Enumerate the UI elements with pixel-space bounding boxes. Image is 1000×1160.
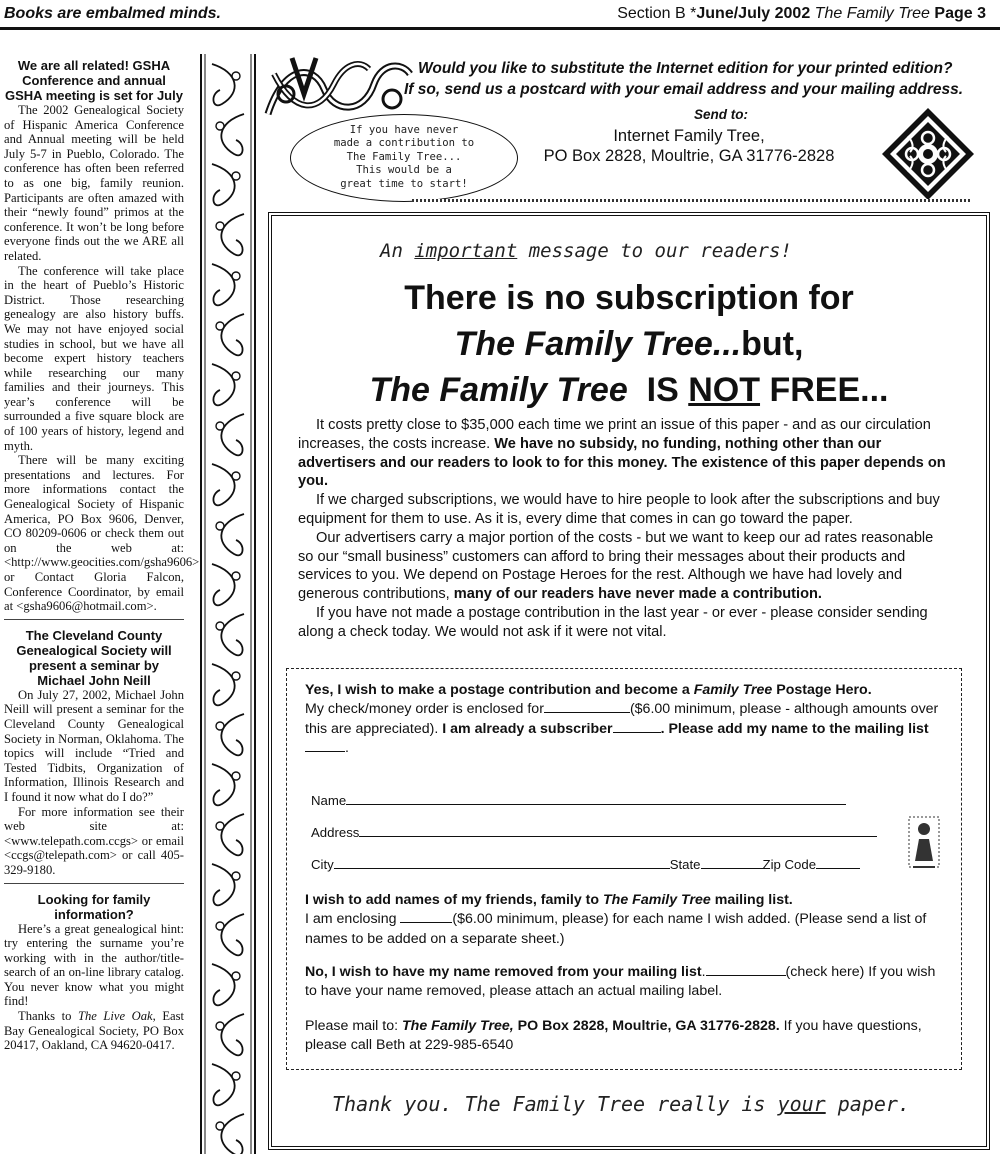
message-body (298, 416, 950, 642)
flower-bud-icon (216, 122, 224, 130)
vine-scroll-icon (221, 614, 244, 655)
flower-bud-icon (216, 1022, 224, 1030)
header-motto: Books are embalmed minds. (4, 5, 221, 22)
flower-bud-icon (216, 922, 224, 930)
flower-bud-icon (232, 772, 240, 780)
city-label: City (311, 857, 334, 872)
vine-scroll-icon (212, 764, 235, 805)
vine-scroll-icon (221, 514, 244, 555)
flower-bud-icon (232, 372, 240, 380)
mail-to-label: Please mail to: (305, 1018, 402, 1034)
vine-scroll-icon (212, 1064, 235, 1105)
flower-bud-icon (216, 522, 224, 530)
article-gsha-paragraph-2: The conference will take place in the heart of Pueblo’s Historic District. Those researching genealogy are also history buffs. We may not have enjoyed social studies in school, but we have all become expert history teachers while researching our many families and their journeys. This year’s conference will be surrounded a five square block are of 100 years of history, legend and myth. (4, 263, 184, 453)
vine-scroll-icon (221, 814, 244, 855)
mail-to-paper: The Family Tree, (402, 1018, 514, 1034)
body-paragraph-3-bold: many of our readers have never made a contribution. (453, 586, 822, 603)
headline-but: but, (741, 325, 804, 363)
vine-scroll-icon (212, 564, 235, 605)
bubble-line-5: great time to start! (340, 177, 468, 190)
bubble-line-1: If you have never (349, 124, 459, 136)
headline-line-1: There is no subscription for (404, 279, 854, 317)
flower-bud-icon (216, 222, 224, 230)
name-line[interactable] (346, 793, 846, 805)
city-state-zip-field[interactable] (311, 857, 860, 872)
add-friends-section (305, 891, 945, 949)
city-line[interactable] (334, 857, 670, 869)
handwritten-rest: message to our readers! (517, 240, 792, 262)
enclosing-blank[interactable] (400, 911, 452, 923)
vine-scroll-icon (221, 1014, 244, 1055)
vine-scroll-icon (221, 1114, 244, 1154)
article-hint-paragraph-1: Here’s a great genealogical hint: try entering the surname you’re working with in the author/title-search of an on-line library catalog. You never know what you might find! (4, 921, 184, 1009)
floral-border-ornament (198, 54, 258, 1154)
add-name-label: . Please add my name to the mailing list (660, 720, 929, 737)
article-hint-credit-lead: Thanks to (18, 1009, 78, 1024)
check-amount-label: My check/money order is enclosed for (305, 701, 544, 718)
bubble-line-4: This would be a (356, 164, 452, 177)
left-news-column (4, 58, 200, 1053)
flower-bud-icon (232, 572, 240, 580)
flower-bud-icon (216, 422, 224, 430)
address-line-1: Internet Family Tree, (613, 127, 765, 145)
header-paper-name: The Family Tree (814, 5, 930, 22)
mailing-list-period: . (345, 740, 349, 757)
vine-scroll-icon (212, 364, 235, 405)
name-field[interactable] (311, 793, 846, 808)
check-amount-note: ($6.00 minimum, please - although amounts over this are appreciated). (305, 701, 939, 737)
column-divider (4, 619, 184, 620)
vine-scroll-icon (212, 864, 235, 905)
internet-address-block (514, 126, 864, 166)
headline-line-2 (272, 324, 986, 364)
headline-not: NOT (688, 371, 761, 409)
remove-name-note: (check here) If you wish to have your name removed, please attach an actual mailing label. (305, 964, 936, 1000)
name-label: Name (311, 793, 347, 808)
header-section: Section B (617, 5, 686, 22)
thank-you-your: your (777, 1092, 826, 1116)
floral-vine-icon (198, 54, 258, 1154)
vine-scroll-icon (212, 64, 235, 105)
hatched-divider (412, 199, 972, 202)
zip-line[interactable] (816, 857, 860, 869)
postage-hero-section (305, 681, 945, 759)
column-divider (4, 883, 184, 884)
subscription-message-box (268, 212, 990, 1150)
mail-to-address: PO Box 2828, Moultrie, GA 31776-2828. (513, 1018, 780, 1034)
zip-label: Zip Code (762, 857, 817, 872)
flower-bud-icon (232, 872, 240, 880)
vine-scroll-icon (221, 414, 244, 455)
headline-free: FREE... (760, 371, 889, 409)
add-friends-paper: The Family Tree (603, 892, 711, 908)
stamp-figure-icon (901, 809, 947, 875)
vine-scroll-icon (212, 264, 235, 305)
vine-scroll-icon (221, 914, 244, 955)
header-info (617, 5, 986, 23)
article-cleveland-paragraph-2: For more information see their web site at: <www.telepath.com.ccgs> or email <ccgs@telepath.com> or call 405-329-9180. (4, 804, 184, 877)
flower-bud-icon (232, 472, 240, 480)
header-date: June/July 2002 (696, 5, 811, 22)
enclosing-note: ($6.00 minimum, please) for each name I wish added. (Please send a list of names to be added on a separate sheet.) (305, 911, 927, 947)
handwritten-important-word: important (414, 240, 518, 262)
bubble-line-2: made a contribution to (333, 137, 475, 150)
handwritten-important-message (380, 240, 792, 262)
body-paragraph-4: If you have not made a postage contribution in the last year - or ever - please consider sending along a check today. We would not ask if it were not vital. (298, 604, 928, 640)
thank-you-lead: Thank you. The Family Tree really is (332, 1092, 778, 1116)
thank-you-rest: paper. (825, 1092, 910, 1116)
address-field[interactable] (311, 825, 877, 840)
vine-scroll-icon (212, 664, 235, 705)
state-label: State (669, 857, 701, 872)
postage-hero-paper: Family Tree (693, 682, 773, 698)
headline-is: IS (646, 371, 689, 409)
add-friends-lead: I wish to add names of my friends, family to (305, 892, 603, 908)
article-gsha-paragraph-1: The 2002 Genealogical Society of Hispanic America Conference and Annual meeting will be held July 5-7 in Pueblo, Colorado. The conference has often been referred to as one big, family reunion. Participants are often amazed with their “newly found” primos at the conference. It won’t be long before everyone finds out the we ARE all related. (4, 103, 184, 263)
postage-hero-rest: Postage Hero. (772, 682, 872, 698)
article-cleveland-paragraph-1: On July 27, 2002, Michael John Neill will present a seminar for the Cleveland County Genealogical Society in Norman, Oklahoma. The topics will include “Tried and Tested Tidbits, Organization of Information, Illinois Research and I found it now what do I do?” (4, 687, 184, 804)
vine-scroll-icon (221, 314, 244, 355)
flower-bud-icon (232, 172, 240, 180)
body-paragraph-1-bold: We have no subsidy, no funding, nothing other than our advertisers and our readers to look to for this money. The existence of this paper depends on you. (298, 435, 946, 490)
body-paragraph-1 (298, 416, 950, 491)
internet-edition-notice (264, 54, 990, 202)
article-hint-heading: Looking for family information? (37, 891, 151, 922)
header-star: * (690, 5, 697, 22)
vine-scroll-icon (212, 164, 235, 205)
vine-scroll-icon (221, 214, 244, 255)
send-to-label: Send to: (694, 107, 748, 122)
article-gsha-heading: We are all related! GSHA Conference and annual GSHA meeting is set for July (5, 58, 183, 103)
remove-name-label: No, I wish to have my name removed from your mailing list (305, 964, 702, 980)
flower-bud-icon (216, 1122, 224, 1130)
mail-to-section (305, 1017, 945, 1056)
flower-bud-icon (216, 622, 224, 630)
header-rule (0, 27, 1000, 30)
bubble-line-3: The Family Tree... (346, 150, 462, 163)
subscriber-blank[interactable] (613, 721, 661, 733)
enclosing-label: I am enclosing (305, 911, 401, 928)
check-amount-blank[interactable] (544, 701, 630, 713)
contribution-coupon (286, 668, 962, 1070)
address-line-2: PO Box 2828, Moultrie, GA 31776-2828 (543, 147, 835, 165)
add-friends-rest: mailing list. (710, 892, 793, 908)
handwritten-lead: An (380, 240, 415, 262)
header-page-number: Page 3 (934, 5, 986, 22)
vine-scroll-icon (212, 964, 235, 1005)
flower-bud-icon (216, 722, 224, 730)
flower-bud-icon (232, 672, 240, 680)
address-label: Address (311, 825, 360, 840)
body-paragraph-3 (298, 529, 950, 604)
article-gsha-paragraph-3: There will be many exciting presentations and lectures. For more informations contact the Genealogical Society of Hispanic America, PO Box 9606, Denver, CO 80209-0606 or check them out on the web at:<http://www.geocities.com/gsha9606> or Contact Gloria Falcon, Conference Coordinator, by email at <gsha9606@hotmail.com>. (4, 453, 200, 614)
flower-bud-icon (232, 1072, 240, 1080)
page-header (0, 0, 1000, 30)
article-hint-source: The Live Oak (77, 1009, 153, 1024)
postcard-instruction: If so, send us a postcard with your email address and your mailing address. (404, 81, 964, 98)
address-line[interactable] (359, 825, 877, 837)
body-paragraph-1-text: It costs pretty close to $35,000 each time we print an issue of this paper - and as our circulation increases, the costs increase. (298, 417, 931, 452)
body-paragraph-2: If we charged subscriptions, we would have to hire people to look after the subscriptions and buy equipment for them to use. As it is, every dime that comes in can go toward the paper. (298, 492, 940, 527)
flower-bud-icon (232, 972, 240, 980)
flower-bud-icon (232, 272, 240, 280)
flower-bud-icon (216, 822, 224, 830)
remove-name-section (305, 963, 945, 1002)
handwritten-speech-bubble (290, 114, 518, 202)
vine-scroll-icon (221, 114, 244, 155)
headline-paper-title: The Family Tree... (454, 325, 742, 363)
vine-scroll-icon (212, 464, 235, 505)
diamond-ornament-icon (880, 106, 976, 202)
mailing-list-blank[interactable] (305, 740, 345, 752)
handwritten-thank-you (332, 1092, 910, 1116)
postage-hero-lead: Yes, I wish to make a postage contribution and become a (305, 682, 694, 698)
headline-paper-title-2: The Family Tree (369, 371, 628, 409)
flower-bud-icon (232, 72, 240, 80)
article-cleveland-heading: The Cleveland County Genealogical Society will present a seminar by Michael John Neill (16, 627, 172, 688)
article-hint-paragraph-2 (4, 1009, 184, 1053)
internet-edition-question: Would you like to substitute the Internet edition for your printed edition? (418, 60, 953, 77)
headline-line-3 (272, 370, 986, 410)
state-line[interactable] (701, 857, 763, 869)
mail-to-questions: If you have questions, please call Beth at 229-985-6540 (305, 1018, 922, 1054)
article-hint-credit-rest: , East Bay Genealogical Society, PO Box 20417, Oakland, CA 94620-0417. (4, 1009, 185, 1053)
remove-name-checkbox[interactable] (706, 964, 786, 976)
subscriber-label: I am already a subscriber (442, 720, 613, 737)
body-paragraph-3-text: Our advertisers carry a major portion of the costs - but we want to keep our ad rates reasonable so our “small business” customers can afford to bring their messages about their products and services to you. We depend on Postage Heroes for the rest. Although we have had lovely and generous contributions, (298, 529, 934, 603)
remove-name-period: . (701, 964, 706, 980)
vine-scroll-icon (221, 714, 244, 755)
flower-bud-icon (216, 322, 224, 330)
